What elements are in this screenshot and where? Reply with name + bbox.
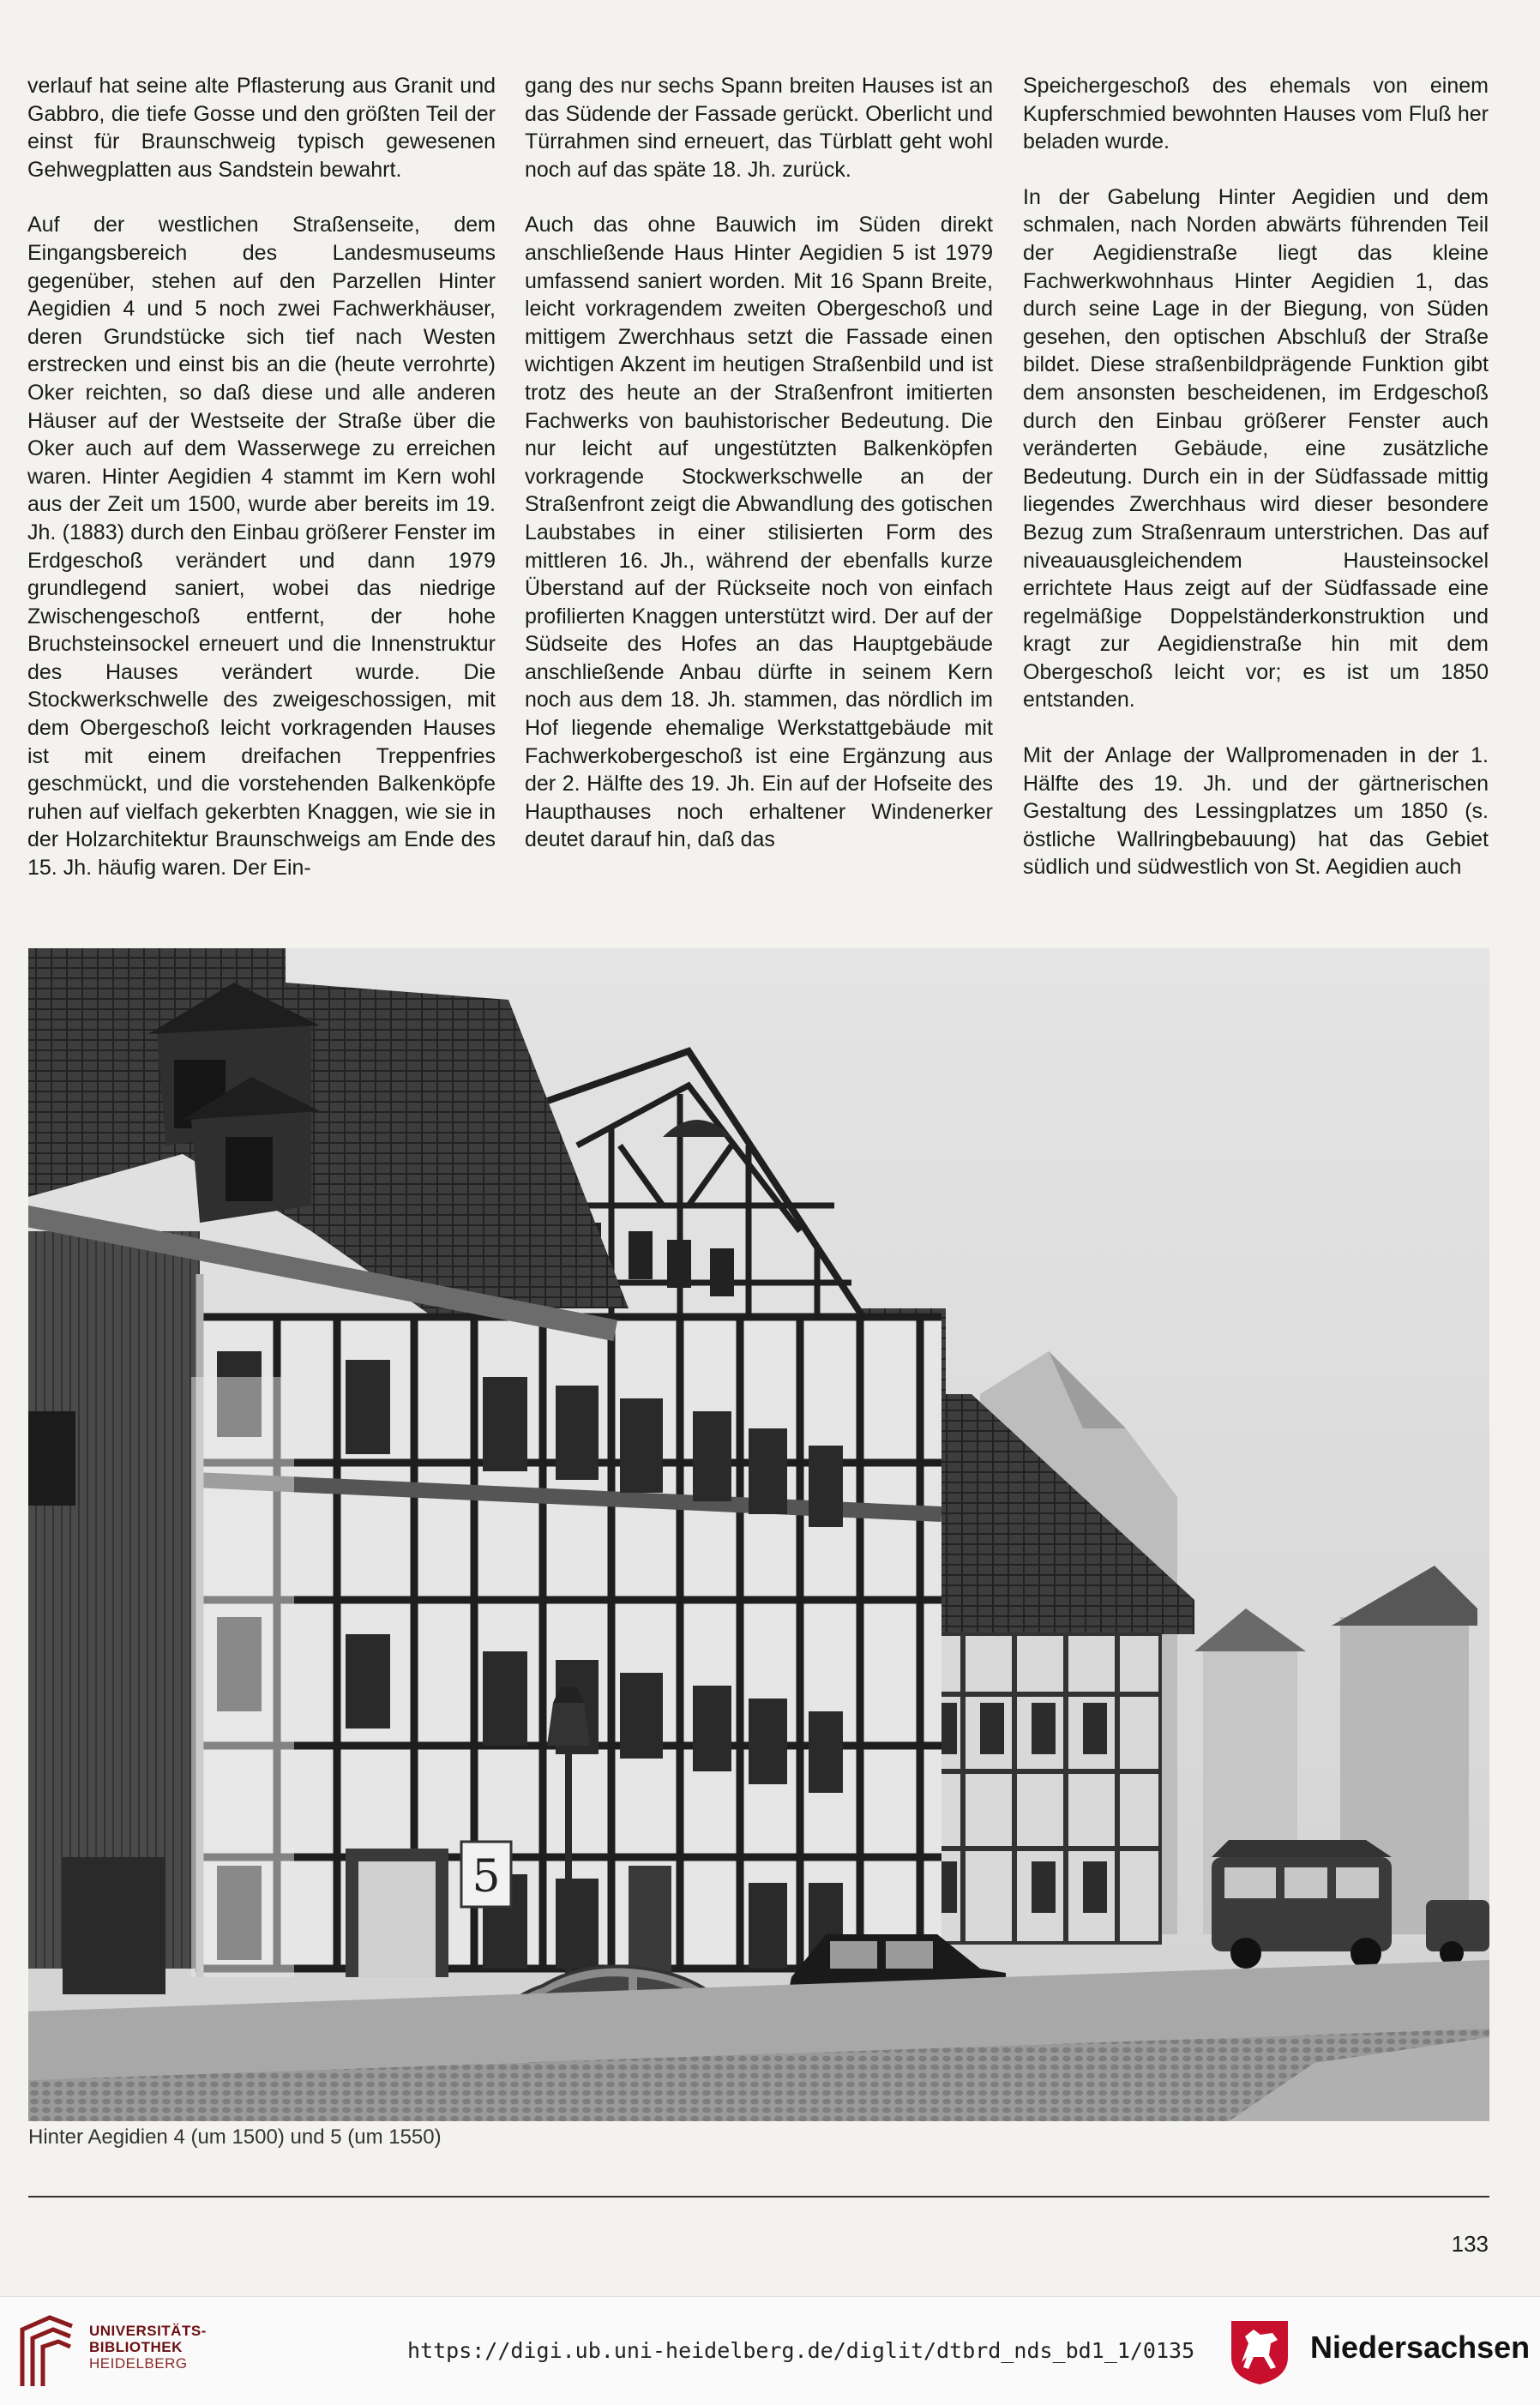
page-number: 133 bbox=[1451, 2231, 1489, 2257]
paragraph: gang des nur sechs Spann breiten Hauses ist an das Südende der Fassade gerückt. Oberlicht und Türrahmen sind erneuert, das Türblatt geht wohl noch auf das späte 18. Jh. zurück. bbox=[525, 74, 993, 182]
house-number-5: 5 bbox=[472, 1851, 501, 1903]
paragraph: Auch das ohne Bauwich im Süden direkt anschließende Haus Hinter Aegidien 5 ist 1979 umfassend saniert worden. Mit 16 Spann Breite, leicht vorkragendem zweiten Obergeschoß und mittigem Zwerchhaus setzt die Fassade einen wichtigen Akzent im heutigen Straßenbild und ist trotz des heute an der Straßenfront imitierten Fachwerks von bauhistorischer Bedeutung. Die nur leicht auf ungestützten Balkenköpfen vorkragende Stockwerkschwelle an der Straßenfront zeigt die Abwandlung des gotischen Laubstabes in einer stilisierten Form des mittleren 16. Jh., während der ebenfalls kurze Überstand auf der Rückseite noch von einfach profilierten Knaggen unterstützt wird. Der auf der Südseite des Hofes an das Hauptgebäude anschließende Anbau dürfte in seinem Kern noch aus dem 18. Jh. stammen, das nördlich im Hof liegende ehemalige Werkstattgebäude mit Fachwerkobergeschoß ist eine Ergänzung aus der 2. Hälfte des 19. Jh. Ein auf der Hofseite des Haupthauses noch erhaltener Windenerker deutet darauf hin, daß das bbox=[525, 213, 993, 852]
text-column-2 bbox=[525, 72, 993, 854]
text-column-1 bbox=[27, 72, 496, 882]
university-library-name bbox=[89, 2323, 207, 2372]
niedersachsen-horse-icon bbox=[1228, 2318, 1291, 2386]
ub-line-2: BIBLIOTHEK bbox=[89, 2339, 183, 2355]
paragraph: In der Gabelung Hinter Aegidien und dem schmalen, nach Norden abwärts führenden Teil der Aegidienstraße liegt das kleine Fachwerkwohnhaus Hinter Aegidien 1, das durch seine Lage in der Biegung, von Süden gesehen, den optischen Abschluß der Straße bildet. Diese straßenbildprägende Funktion gibt dem ansonsten bescheidenen, im Erdgeschoß durch den Einbau größerer Fenster auch veränderten Gebäude, eine zusätzliche Bedeutung. Durch ein in der Südfassade mittig liegendes Zwerchhaus wird dieser besondere Bezug zum Straßenraum unterstrichen. Das auf niveauausgleichendem Hausteinsockel errichtete Haus zeigt auf der Südfassade eine regelmäßige Doppelständerkonstruktion und kragt zur Aegidienstraße hin mit dem Obergeschoß leicht vor; es ist um 1850 entstanden. bbox=[1023, 184, 1489, 712]
paragraph: Mit der Anlage der Wallpromenaden in der 1. Hälfte des 19. Jh. und der gärtnerischen Gestaltung des Lessingplatzes um 1850 (s. östliche Wallringbebauung) hat das Gebiet südlich und südwestlich von St. Aegidien auch bbox=[1023, 743, 1489, 880]
divider bbox=[28, 2196, 1489, 2198]
half-timbered-houses-image bbox=[28, 948, 1489, 2121]
page-url-link[interactable]: https://digi.ub.uni-heidelberg.de/diglit/dtbrd_nds_bd1_1/0135 bbox=[407, 2338, 1195, 2363]
viewer-footer bbox=[0, 2296, 1540, 2405]
niedersachsen-label: Niedersachsen bbox=[1310, 2330, 1531, 2365]
ub-line-3: HEIDELBERG bbox=[89, 2355, 188, 2372]
paragraph: verlauf hat seine alte Pflasterung aus Granit und Gabbro, die tiefe Gosse und den größten Teil der einst für Braunschweig typisch gewesenen Gehwegplatten aus Sandstein bewahrt. bbox=[27, 74, 496, 182]
ub-line-1: UNIVERSITÄTS- bbox=[89, 2323, 207, 2339]
paragraph: Speichergeschoß des ehemals von einem Kupferschmied bewohnten Hauses vom Fluß her beladen wurde. bbox=[1023, 74, 1489, 154]
photo-caption: Hinter Aegidien 4 (um 1500) und 5 (um 1550) bbox=[28, 2125, 442, 2149]
paragraph: Auf der westlichen Straßenseite, dem Eingangsbereich des Landesmuseums gegenüber, stehen auf den Parzellen Hinter Aegidien 4 und 5 noch zwei Fachwerkhäuser, deren Grundstücke sich tief nach Westen erstrecken und einst bis an die (heute verrohrte) Oker reichten, so daß diese und alle anderen Häuser auf der Westseite der Straße über die Oker auch auf dem Wasserwege zu erreichen waren. Hinter Aegidien 4 stammt im Kern wohl aus der Zeit um 1500, wurde aber bereits im 19. Jh. (1883) durch den Einbau größerer Fenster im Erdgeschoß verändert und dann 1979 grundlegend saniert, wobei das niedrige Zwischengeschoß entfernt, der hohe Bruchsteinsockel erneuert und die Innenstruktur des Hauses verändert wurde. Die Stockwerkschwelle des zweigeschossigen, mit dem Obergeschoß leicht vorkragenden Hauses ist mit einem dreifachen Treppenfries geschmückt, und die vorstehenden Balkenköpfe ruhen auf vielfach gekerbten Knaggen, wie sie in der Holzarchitektur Braunschweigs am Ende des 15. Jh. häufig waren. Der Ein- bbox=[27, 213, 496, 881]
text-column-3 bbox=[1023, 72, 1489, 881]
university-library-logo-icon bbox=[15, 2314, 77, 2390]
street-photograph bbox=[28, 948, 1489, 2121]
